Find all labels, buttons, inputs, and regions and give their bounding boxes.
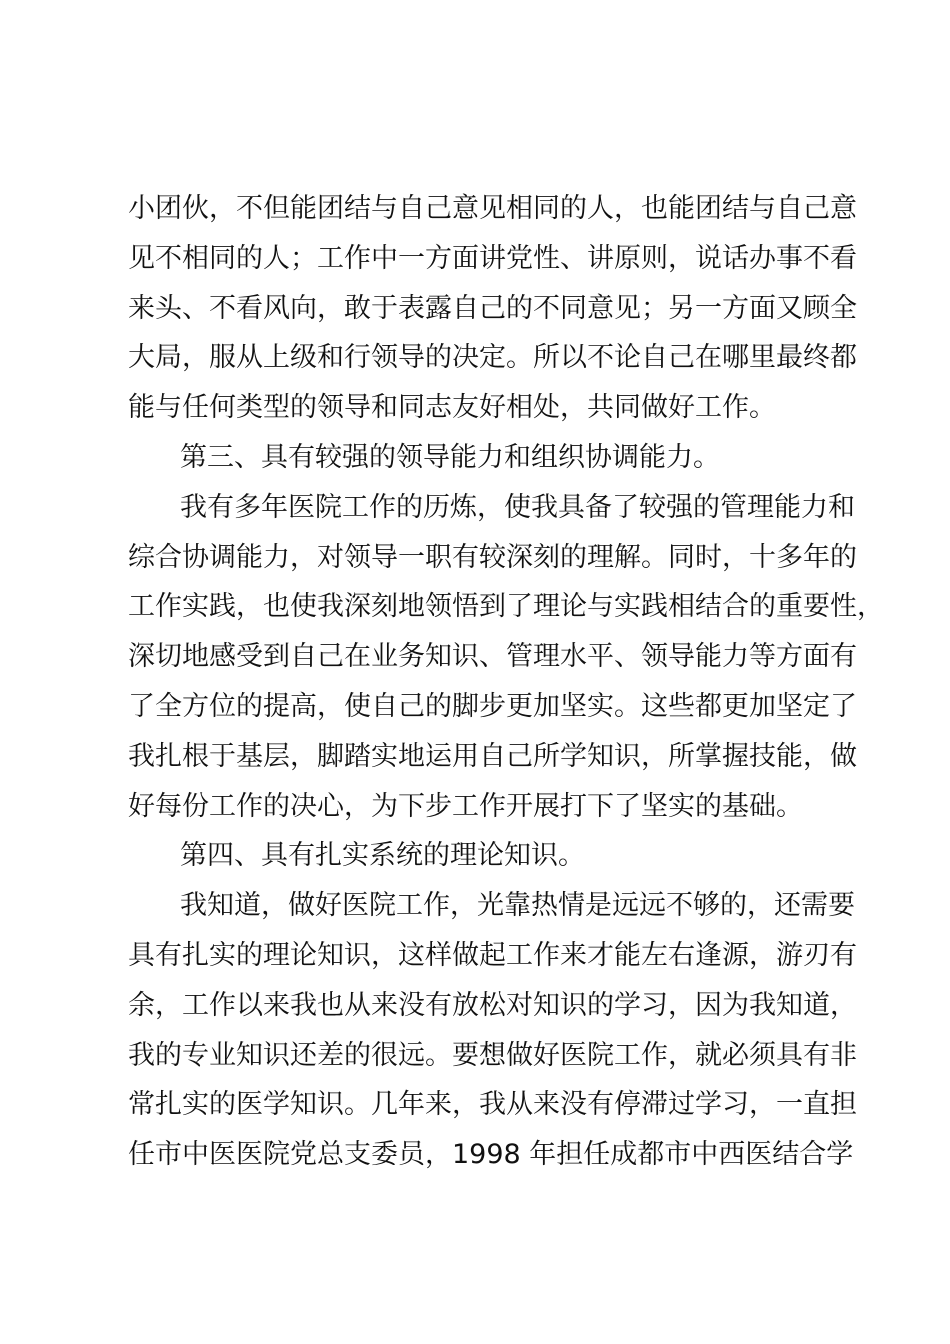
paragraph-start: 我有多年医院工作的历炼，使我具备了较强的管理能力和: [180, 491, 855, 523]
text-line: 任市中医医院党总支委员，1998 年担任成都市中西医结合学: [128, 1139, 854, 1171]
text-line: 大局，服从上级和行领导的决定。所以不论自己在哪里最终都: [128, 342, 857, 374]
text-line: 小团伙，不但能团结与自己意见相同的人，也能团结与自己意: [128, 193, 857, 224]
text-line: 了全方位的提高，使自己的脚步更加坚实。这些都更加坚定了: [128, 690, 857, 722]
section-heading: 第三、具有较强的领导能力和组织协调能力。: [180, 441, 720, 473]
text-line: 我扎根于基层，脚踏实地运用自己所学知识，所掌握技能，做: [128, 740, 857, 772]
text-line: 能与任何类型的领导和同志友好相处，共同做好工作。: [128, 392, 776, 424]
text-line: 常扎实的医学知识。几年来，我从来没有停滞过学习，一直担: [128, 1089, 857, 1121]
paragraph-start: 我知道，做好医院工作，光靠热情是远远不够的，还需要: [180, 890, 855, 922]
text-line: 来头、不看风向，敢于表露自己的不同意见；另一方面又顾全: [128, 292, 857, 324]
text-line: 具有扎实的理论知识，这样做起工作来才能左右逢源，游刃有: [128, 939, 857, 971]
body-text: [128, 184, 884, 1180]
text-line: 深切地感受到自己在业务知识、管理水平、领导能力等方面有: [128, 641, 857, 673]
text-line: 见不相同的人；工作中一方面讲党性、讲原则，说话办事不看: [128, 242, 857, 274]
text-line: 综合协调能力，对领导一职有较深刻的理解。同时，十多年的: [128, 541, 857, 573]
section-heading: 第四、具有扎实系统的理论知识。: [180, 840, 585, 872]
text-line: 工作实践，也使我深刻地领悟到了理论与实践相结合的重要性，: [128, 591, 884, 623]
text-line: 余，工作以来我也从来没有放松对知识的学习，因为我知道，: [128, 989, 857, 1021]
text-line: 我的专业知识还差的很远。要想做好医院工作，就必须具有非: [128, 1039, 857, 1071]
text-line: 好每份工作的决心，为下步工作开展打下了坚实的基础。: [128, 790, 803, 822]
